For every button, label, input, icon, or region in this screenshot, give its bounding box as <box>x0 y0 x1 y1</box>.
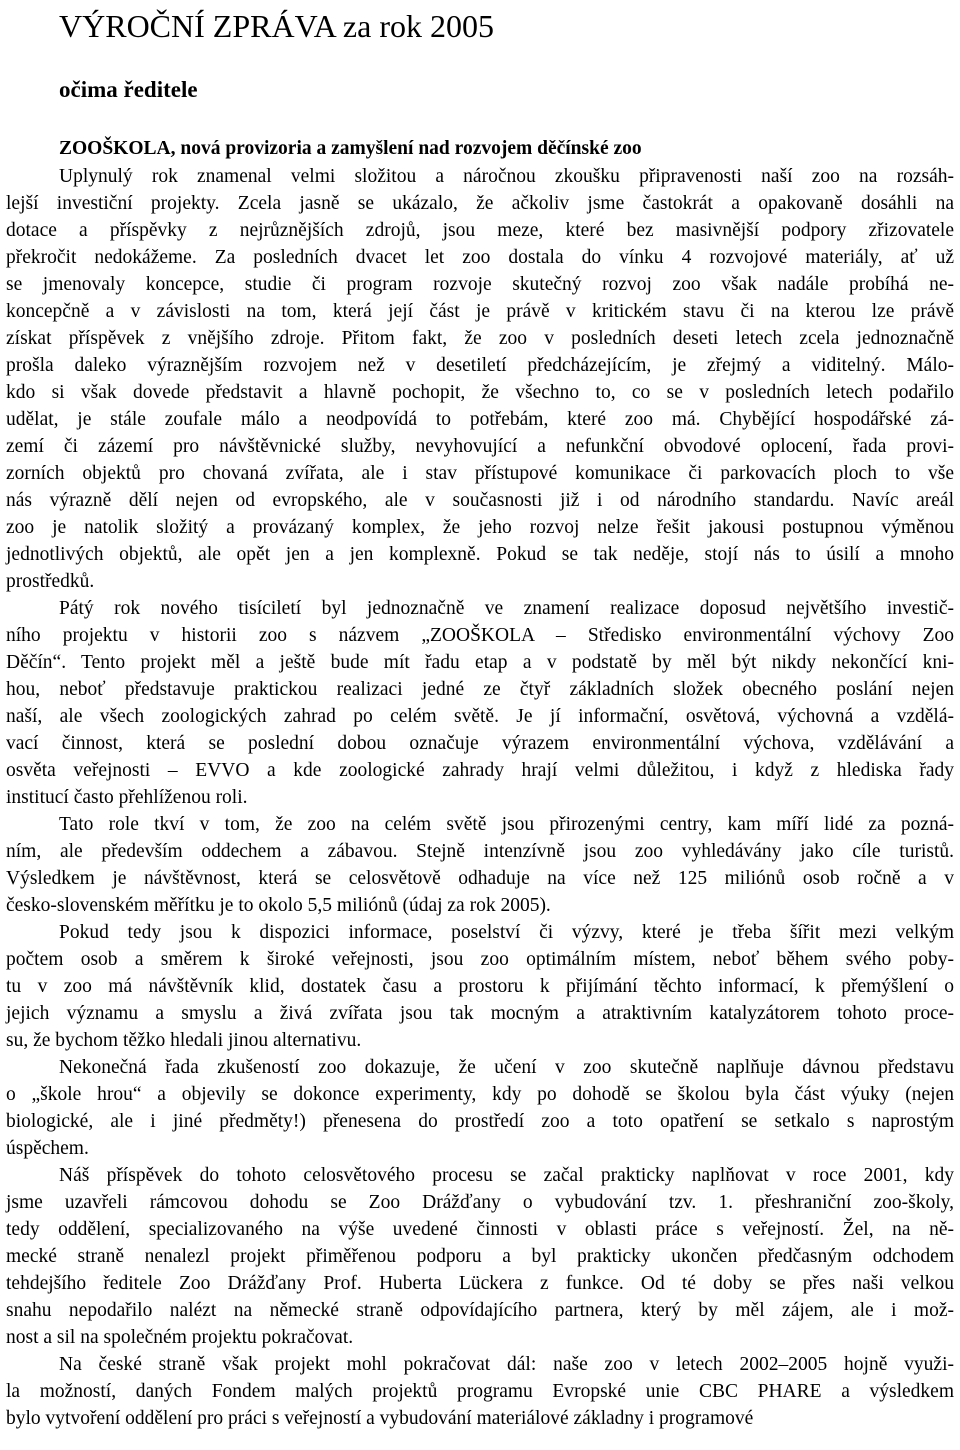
paragraph-line: zorních objektů pro chovaná zvířata, ale i stav přístupové komunikace či parkovacích ploch to vše <box>6 463 954 484</box>
paragraph-line: Tato role tkví v tom, že zoo na celém světě jsou přirozenými centry, kam míří lidé za pozná- <box>59 814 954 835</box>
document-page <box>6 0 954 1432</box>
paragraph-line: naší, ale všech zoologických zahrad po celém světě. Je jí informační, osvětová, výchovná a vzdělá- <box>6 706 954 727</box>
paragraph-line: ním, ale především oddechem a zábavou. Stejně intenzívně jsou zoo vyhledávány jako cíle turistů. <box>6 841 954 862</box>
paragraph-line: Pátý rok nového tisíciletí byl jednoznačně ve znamení realizace doposud největšího investič- <box>59 598 954 619</box>
paragraph-line: biologické, ale i jiné předměty!) přenesena do prostředí zoo a toto opatření se setkalo s naprostým <box>6 1111 954 1132</box>
paragraph <box>6 1162 954 1351</box>
paragraph-line: ního projektu v historii zoo s názvem „ZOOŠKOLA – Středisko environmentální výchovy Zoo <box>6 625 954 646</box>
paragraph-line: jsme uzavřeli rámcovou dohodu se Zoo Drážďany o vybudování tzv. 1. přeshraniční zoo-školy, <box>6 1192 954 1213</box>
paragraph-line: dotace a příspěvky z nejrůznějších zdrojů, jsou meze, které bez masivnější podpory zřizovatele <box>6 220 954 241</box>
paragraph-line: se jmenovaly koncepce, studie či program rozvoje skutečný rozvoj zoo však nadále probíhá ne- <box>6 274 954 295</box>
document-title: VÝROČNÍ ZPRÁVA za rok 2005 <box>59 8 494 44</box>
paragraph-line: tehdejšího ředitele Zoo Drážďany Prof. Huberta Lückera z funkce. Od té doby se přes naši velkou <box>6 1273 954 1294</box>
paragraph-line: kdo si však dovede představit a hlavně pochopit, že všechno to, co se v posledních letech podařilo <box>6 382 954 403</box>
paragraph-line: zemí či zázemí pro návštěvnické služby, nevyhovující a nefunkční obvodové oplocení, řada provi- <box>6 436 954 457</box>
paragraph-line: jejich významu a smyslu a živá zvířata jsou tak mocným a atraktivním katalyzátorem tohoto proce- <box>6 1003 954 1024</box>
paragraph-line: su, že bychom těžko hledali jinou alternativu. <box>6 1030 362 1051</box>
paragraph-line: bylo vytvoření oddělení pro práci s veřejností a vybudování materiálové základny i programové <box>6 1408 754 1429</box>
paragraph-line: la možností, daných Fondem malých projektů programu Evropské unie CBC PHARE a výsledkem <box>6 1381 954 1402</box>
paragraph-line: vací činnost, která se poslední dobou označuje výrazem environmentální výchova, vzdělávání a <box>6 733 954 754</box>
paragraph-line: udělat, je stále zoufale málo a neodpovídá to potřebám, které zoo má. Chybějící hospodářské zá- <box>6 409 954 430</box>
paragraph-line: Uplynulý rok znamenal velmi složitou a náročnou zkoušku připravenosti naší zoo na rozsáh- <box>59 166 954 187</box>
document-subtitle: očima ředitele <box>59 77 198 102</box>
paragraph-line: jednotlivých objektů, ale opět jen a jen komplexně. Pokud se tak neděje, stojí nás to úsilí a mnoho <box>6 544 954 565</box>
paragraph <box>6 163 954 595</box>
paragraph-line: počtem osob a směrem k široké veřejnosti, jsou zoo optimálním místem, neboť během svého poby- <box>6 949 954 970</box>
paragraph-line: lejší investiční projekty. Zcela jasně se ukázalo, že ačkoliv jsme častokrát a opakovaně dosáhli na <box>6 193 954 214</box>
paragraph-line: překročit nedokážeme. Za posledních dvacet let zoo dostala do vínku 4 rozvojové materiály, ať už <box>6 247 954 268</box>
paragraph-line: úspěchem. <box>6 1138 89 1159</box>
paragraph-line: osvěta veřejnosti – EVVO a kde zoologické zahrady hrají velmi důležitou, i když z hlediska řady <box>6 760 954 781</box>
paragraph-line: o „škole hrou“ a objevily se dokonce experimenty, kdy po dohodě se školou byla část výuky (nejen <box>6 1084 954 1105</box>
paragraph <box>6 919 954 1054</box>
paragraph-line: získat příspěvek z vnějšího zdroje. Přitom fakt, že zoo v posledních deseti letech zcela jednoznačně <box>6 328 954 349</box>
paragraph <box>6 1054 954 1162</box>
section-heading: ZOOŠKOLA, nová provizoria a zamyšlení nad rozvojem děčínské zoo <box>59 138 642 159</box>
paragraph-line: česko-slovenském měřítku je to okolo 5,5 miliónů (údaj za rok 2005). <box>6 895 551 916</box>
paragraph-line: institucí často přehlíženou roli. <box>6 787 248 808</box>
paragraph-line: koncepčně a v závislosti na tom, která její část je právě v kritickém stavu či na kterou lze právě <box>6 301 954 322</box>
paragraph-line: tu v zoo má návštěvník klid, dostatek času a prostoru k přijímání těchto informací, k přemýšlení o <box>6 976 954 997</box>
paragraph-line: tedy oddělení, specializovaného na výše uvedené činnosti v oblasti práce s veřejností. Žel, na ně- <box>6 1219 954 1240</box>
paragraph-line: prostředků. <box>6 571 95 592</box>
paragraph-line: snahu nepodařilo nalézt na německé straně odpovídajícího partnera, který by měl zájem, ale i mož- <box>6 1300 954 1321</box>
paragraph-line: Nekonečná řada zkušeností zoo dokazuje, že učení v zoo skutečně naplňuje dávnou představu <box>59 1057 954 1078</box>
paragraph-line: Pokud tedy jsou k dispozici informace, poselství či výzvy, které je třeba šířit mezi velkým <box>59 922 954 943</box>
paragraph-line: zoo je natolik složitý a provázaný komplex, že jeho rozvoj nelze řešit jakousi postupnou výměnou <box>6 517 954 538</box>
paragraph-line: mecké straně nenalezl projekt přiměřenou podporu a byl prakticky ukončen předčasným odchodem <box>6 1246 954 1267</box>
paragraph-line: prošla daleko výraznějším rozvojem než v desetiletí předcházejícím, je zřejmý a viditelný. Málo- <box>6 355 954 376</box>
paragraph-line: Děčín“. Tento projekt měl a ještě bude mít řadu etap a v podstatě by měl být nikdy nekončící kni- <box>6 652 954 673</box>
paragraph-line: nás výrazně dělí nejen od evropského, ale v současnosti již i od národního standardu. Navíc areál <box>6 490 954 511</box>
paragraph-line: nost a sil na společném projektu pokračovat. <box>6 1327 354 1348</box>
paragraph <box>6 1351 954 1432</box>
paragraph <box>6 595 954 811</box>
paragraph <box>6 811 954 919</box>
paragraph-line: Výsledkem je návštěvnost, která se celosvětově odhaduje na více než 125 miliónů osob ročně a v <box>6 868 954 889</box>
document-body <box>6 163 954 1432</box>
paragraph-line: hou, neboť představuje praktickou realizaci jedné ze čtyř základních složek obecného poslání nejen <box>6 679 954 700</box>
paragraph-line: Náš příspěvek do tohoto celosvětového procesu se začal prakticky naplňovat v roce 2001, kdy <box>59 1165 954 1186</box>
paragraph-line: Na české straně však projekt mohl pokračovat dál: naše zoo v letech 2002–2005 hojně využi- <box>59 1354 954 1375</box>
